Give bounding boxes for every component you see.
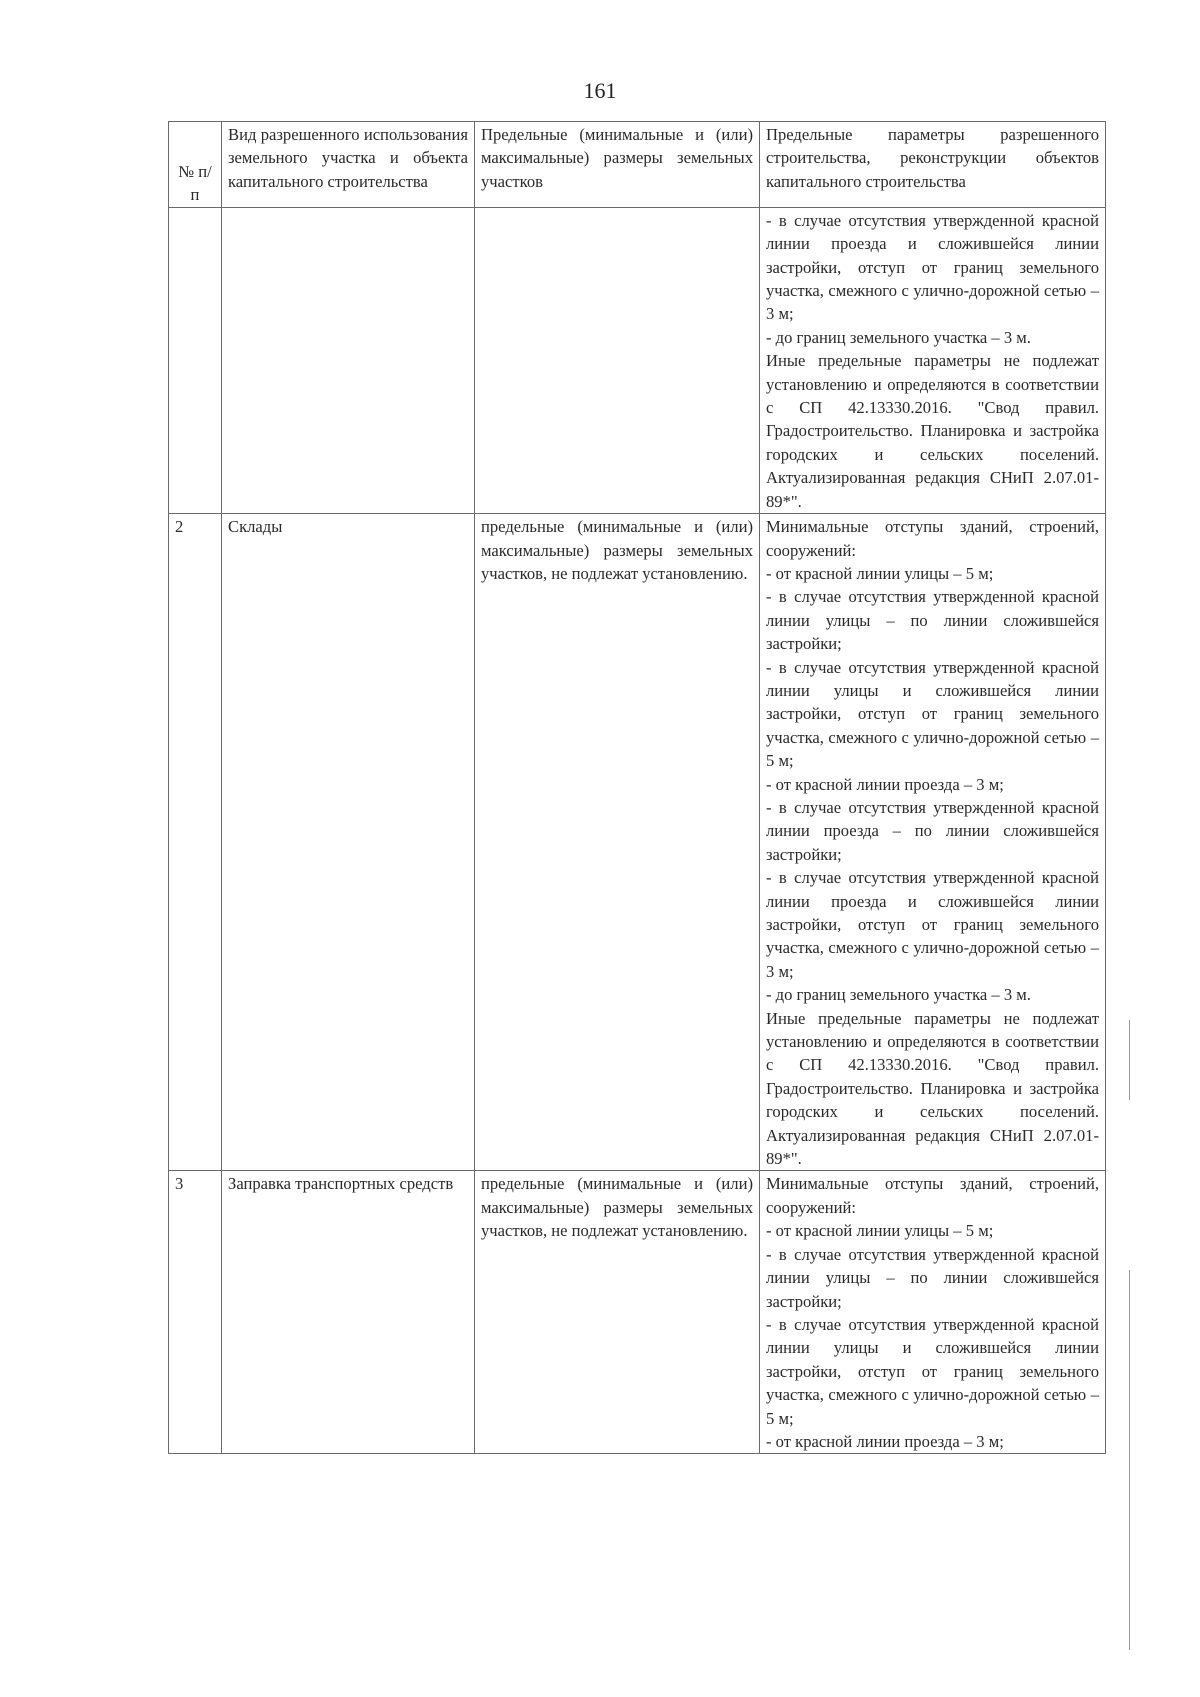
row-plot-size: предельные (минимальные и (или) максимальные) размеры земельных участков, не подлежат установлению.: [475, 514, 760, 1171]
row-params: [760, 1171, 1106, 1454]
param-line: - от красной линии проезда – 3 м;: [766, 1431, 1004, 1451]
table-row: [169, 1171, 1106, 1454]
header-number: № п/п: [169, 122, 222, 208]
table-row: [169, 207, 1106, 513]
row-params: [760, 514, 1106, 1171]
param-line: - в случае отсутствия утвержденной красной линии улицы и сложившейся линии застройки, отступ от границ земельного участка, смежного с улично-дорожной сетью – 5 м;: [766, 1314, 1099, 1428]
param-line: - в случае отсутствия утвержденной красной линии проезда и сложившейся линии застройки, отступ от границ земельного участка, смежного с улично-дорожной сетью – 3 м;: [766, 210, 1099, 324]
header-use-type: Вид разрешенного использования земельного участка и объекта капитального строительства: [222, 122, 475, 208]
param-line: - до границ земельного участка – 3 м.: [766, 327, 1031, 347]
param-line: - в случае отсутствия утвержденной красной линии улицы – по линии сложившейся застройки;: [766, 587, 1099, 654]
param-line: - в случае отсутствия утвержденной красной линии улицы – по линии сложившейся застройки;: [766, 1244, 1099, 1311]
param-line: - от красной линии улицы – 5 м;: [766, 1221, 994, 1241]
param-line: - до границ земельного участка – 3 м.: [766, 985, 1031, 1005]
row-use-type: Склады: [222, 514, 475, 1171]
row-plot-size: предельные (минимальные и (или) максимальные) размеры земельных участков, не подлежат установлению.: [475, 1171, 760, 1454]
param-line: Иные предельные параметры не подлежат установлению и определяются в соответствии с СП 42.13330.2016. "Свод правил. Градостроительство. Планировка и застройка городских и сельских поселений. Актуализированная редакция СНиП 2.07.01-89*".: [766, 351, 1099, 511]
header-params: Предельные параметры разрешенного строительства, реконструкции объектов капитального строительства: [760, 122, 1106, 208]
param-line: - в случае отсутствия утвержденной красной линии проезда – по линии сложившейся застройки;: [766, 797, 1099, 864]
param-line: - в случае отсутствия утвержденной красной линии проезда и сложившейся линии застройки, отступ от границ земельного участка, смежного с улично-дорожной сетью – 3 м;: [766, 868, 1099, 981]
row-number: [169, 207, 222, 513]
scan-edge-mark: [1129, 1270, 1130, 1650]
param-line: - от красной линии улицы – 5 м;: [766, 563, 994, 583]
row-params: [760, 207, 1106, 513]
header-plot-size: Предельные (минимальные и (или) максимальные) размеры земельных участков: [475, 122, 760, 208]
row-plot-size: [475, 207, 760, 513]
regulations-table: [168, 121, 1106, 1454]
param-line: - в случае отсутствия утвержденной красной линии улицы и сложившейся линии застройки, отступ от границ земельного участка, смежного с улично-дорожной сетью – 5 м;: [766, 657, 1099, 771]
row-number: 2: [169, 514, 222, 1171]
param-line: Минимальные отступы зданий, строений, сооружений:: [766, 517, 1099, 560]
page-number: 161: [583, 78, 617, 103]
row-number: 3: [169, 1171, 222, 1454]
table-row: [169, 514, 1106, 1171]
param-line: - от красной линии проезда – 3 м;: [766, 774, 1004, 794]
param-line: Иные предельные параметры не подлежат установлению и определяются в соответствии с СП 42.13330.2016. "Свод правил. Градостроительство. Планировка и застройка городских и сельских поселений. Актуализированная редакция СНиП 2.07.01-89*".: [766, 1008, 1099, 1169]
param-line: Минимальные отступы зданий, строений, сооружений:: [766, 1174, 1099, 1217]
row-use-type: Заправка транспортных средств: [222, 1171, 475, 1454]
table-header-row: [169, 122, 1106, 208]
scan-edge-mark: [1129, 1020, 1130, 1100]
row-use-type: [222, 207, 475, 513]
